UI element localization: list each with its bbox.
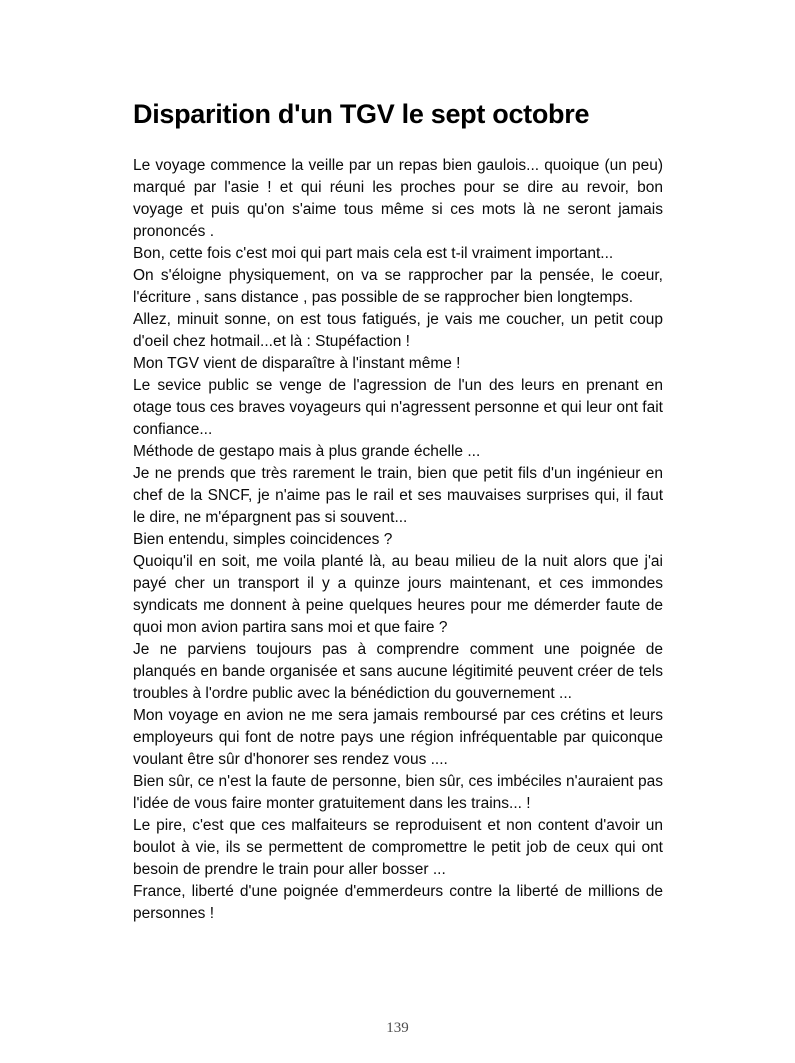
paragraph-4: Allez, minuit sonne, on est tous fatigués, je vais me coucher, un petit coup d'oeil chez hotmail...et là : Stupéfaction ! — [133, 311, 663, 350]
paragraph-7: Méthode de gestapo mais à plus grande échelle ... — [133, 443, 481, 460]
document-title: Disparition d'un TGV le sept octobre — [133, 99, 590, 129]
paragraph-9: Bien entendu, simples coincidences ? — [133, 531, 393, 548]
body-text — [133, 155, 663, 925]
paragraph-13: Bien sûr, ce n'est la faute de personne, bien sûr, ces imbéciles n'auraient pas l'idée de vous faire monter gratuitement dans les trains... ! — [133, 773, 663, 812]
paragraph-15: France, liberté d'une poignée d'emmerdeurs contre la liberté de millions de personnes ! — [133, 883, 663, 922]
paragraph-3: On s'éloigne physiquement, on va se rapprocher par la pensée, le coeur, l'écriture , sans distance , pas possible de se rapprocher bien longtemps. — [133, 267, 663, 306]
paragraph-1: Le voyage commence la veille par un repas bien gaulois... quoique (un peu) marqué par l'asie ! et qui réuni les proches pour se dire au revoir, bon voyage et puis qu'on s'aime tous même si ces mots là ne seront jamais prononcés . — [133, 157, 663, 240]
page-number: 139 — [386, 1020, 409, 1036]
paragraph-12: Mon voyage en avion ne me sera jamais remboursé par ces crétins et leurs employeurs qui font de notre pays une région infréquentable par quiconque voulant être sûr d'honorer ses rendez vous .... — [133, 707, 663, 768]
paragraph-10: Quoiqu'il en soit, me voila planté là, au beau milieu de la nuit alors que j'ai payé cher un transport il y a quinze jours maintenant, et ces immondes syndicats me donnent à peine quelques heures pour me démerder faute de quoi mon avion partira sans moi et que faire ? — [133, 553, 663, 636]
paragraph-11: Je ne parviens toujours pas à comprendre comment une poignée de planqués en bande organisée et sans aucune légitimité peuvent créer de tels troubles à l'ordre public avec la bénédiction du gouvernement ... — [133, 641, 663, 702]
paragraph-2: Bon, cette fois c'est moi qui part mais cela est t-il vraiment important... — [133, 245, 614, 262]
paragraph-6: Le sevice public se venge de l'agression de l'un des leurs en prenant en otage tous ces braves voyageurs qui n'agressent personne et qui leur ont fait confiance... — [133, 377, 663, 438]
paragraph-5: Mon TGV vient de disparaître à l'instant même ! — [133, 355, 461, 372]
page-content — [133, 95, 663, 925]
paragraph-14: Le pire, c'est que ces malfaiteurs se reproduisent et non content d'avoir un boulot à vie, ils se permettent de compromettre le petit job de ceux qui ont besoin de prendre le train pour aller bosser ... — [133, 817, 663, 878]
paragraph-8: Je ne prends que très rarement le train, bien que petit fils d'un ingénieur en chef de la SNCF, je n'aime pas le rail et ses mauvaises surprises qui, il faut le dire, ne m'épargnent pas si souvent... — [133, 465, 663, 526]
